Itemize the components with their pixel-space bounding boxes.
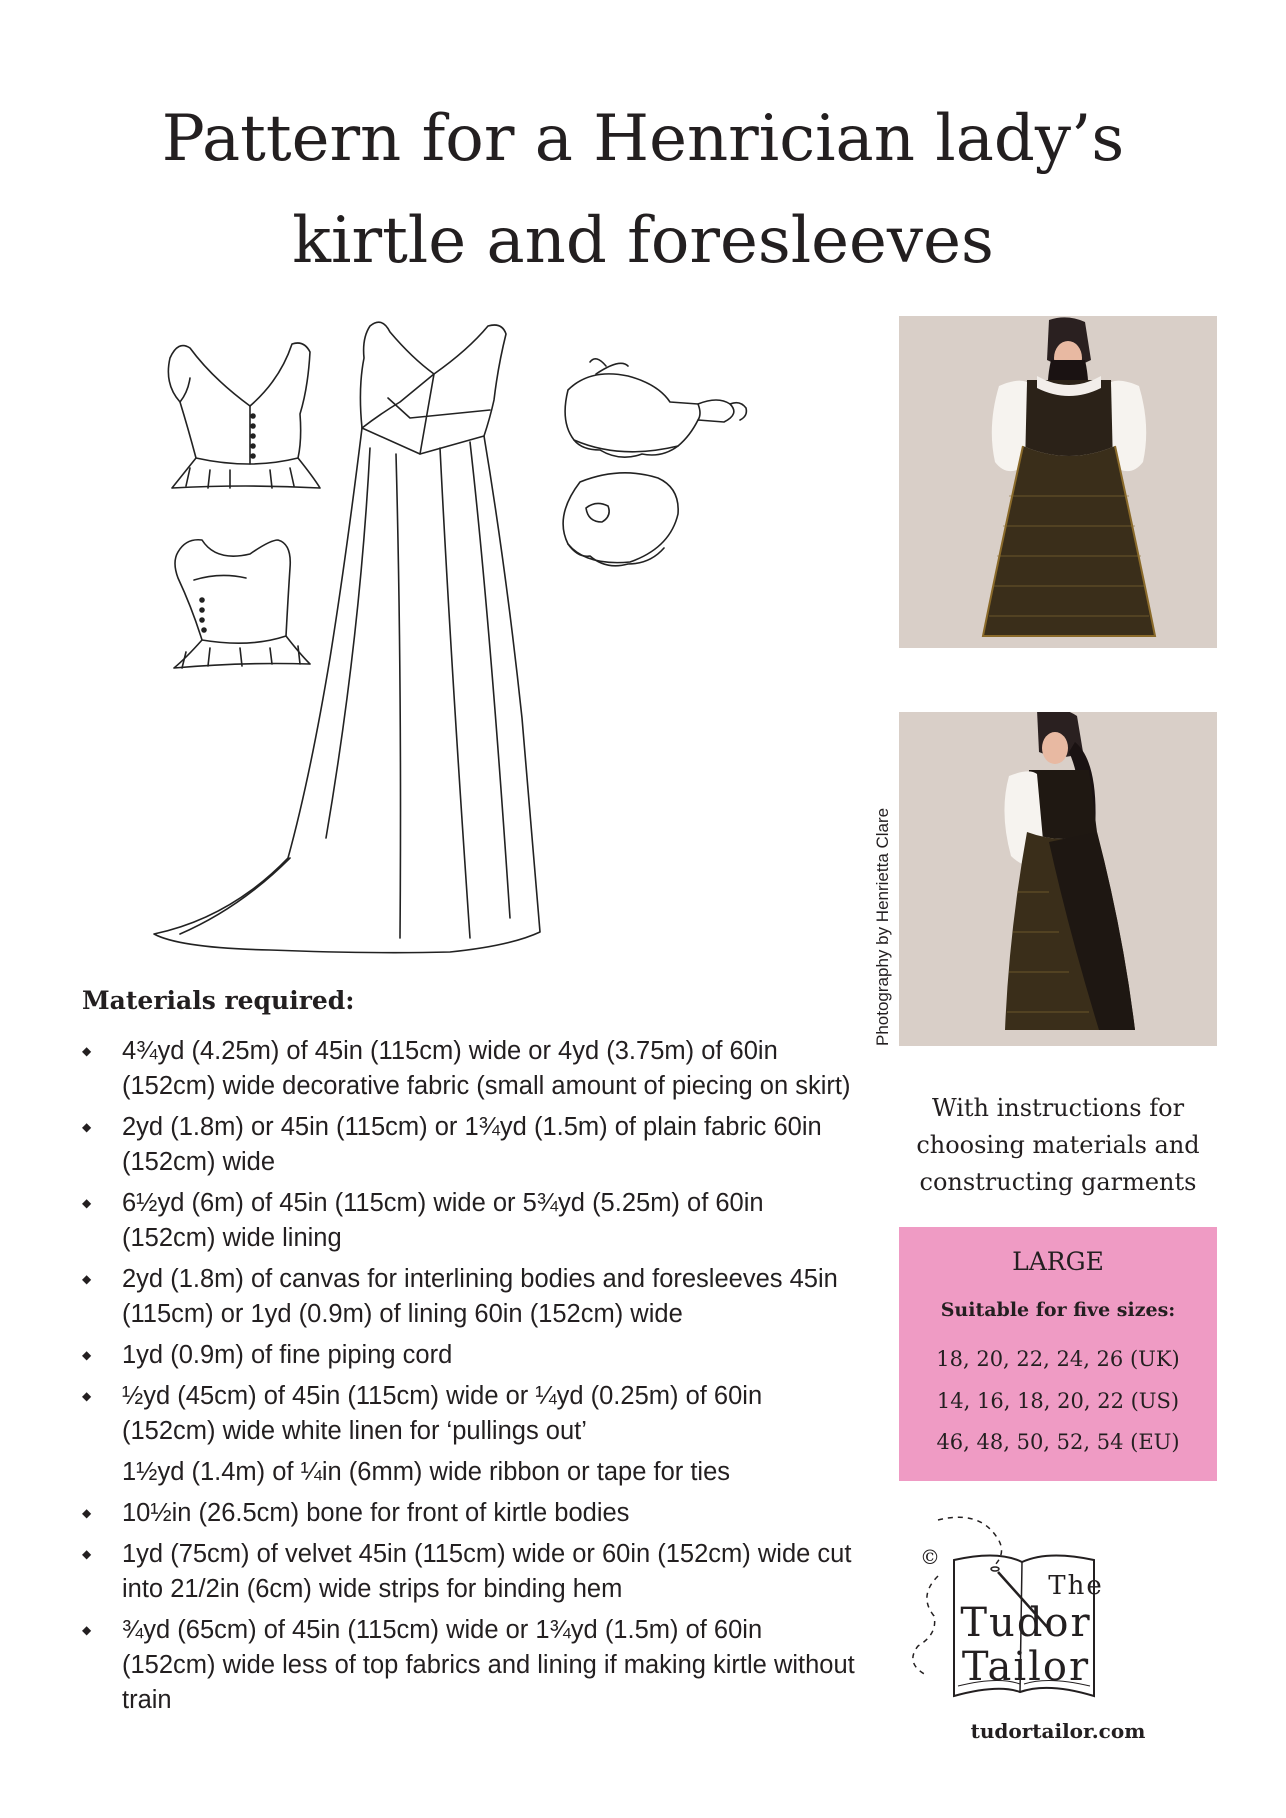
material-item: ◆ 1yd (75cm) of velvet 45in (115cm) wide or 60in (152cm) wide cut into 21/2in (6cm) wide strips for binding hem xyxy=(82,1537,862,1607)
material-item: ◆ 10½in (26.5cm) bone for front of kirtle bodies xyxy=(82,1496,862,1531)
page-title xyxy=(0,88,1286,292)
garment-illustration xyxy=(150,318,850,978)
copyright-symbol: © xyxy=(920,1545,940,1569)
materials-list xyxy=(82,1034,862,1724)
size-us: 14, 16, 18, 20, 22 (US) xyxy=(936,1389,1180,1413)
foresleeve-flat-drawing xyxy=(563,473,678,566)
title-line-1: Pattern for a Henrician lady’s xyxy=(161,102,1125,176)
material-item: ◆ 1yd (0.9m) of fine piping cord xyxy=(82,1338,862,1373)
material-item: ◆ ½yd (45cm) of 45in (115cm) wide or ¼yd (0.25m) of 60in (152cm) wide white linen for ‘pullings out’ xyxy=(82,1379,862,1449)
kirtle-drawing xyxy=(154,322,540,953)
title-line-2: kirtle and foresleeves xyxy=(292,204,994,278)
tudor-tailor-logo xyxy=(898,1516,1148,1706)
photo-front-view xyxy=(899,316,1217,648)
logo-the: The xyxy=(1048,1571,1104,1601)
size-uk: 18, 20, 22, 24, 26 (UK) xyxy=(936,1347,1180,1371)
material-item: ◆ 2yd (1.8m) of canvas for interlining bodies and foresleeves 45in (115cm) or 1yd (0.9m) of lining 60in (152cm) wide xyxy=(82,1262,862,1332)
size-eu: 46, 48, 50, 52, 54 (EU) xyxy=(936,1430,1180,1454)
bodies-back-drawing xyxy=(174,540,310,668)
size-title: LARGE xyxy=(1012,1247,1104,1276)
material-item: ◆ 4¾yd (4.25m) of 45in (115cm) wide or 4yd (3.75m) of 60in (152cm) wide decorative fabric (small amount of piecing on skirt) xyxy=(82,1034,862,1104)
instructions-line-2: choosing materials and xyxy=(916,1131,1200,1159)
logo-tudor: Tudor xyxy=(960,1600,1092,1646)
photo-credit: Photography by Henrietta Clare xyxy=(873,807,892,1046)
logo-tailor: Tailor xyxy=(961,1644,1091,1690)
material-item: ◆ 6½yd (6m) of 45in (115cm) wide or 5¾yd (5.25m) of 60in (152cm) wide lining xyxy=(82,1186,862,1256)
materials-heading: Materials required: xyxy=(82,986,355,1015)
instructions-line-3: constructing garments xyxy=(919,1168,1197,1196)
photo-side-view xyxy=(899,712,1217,1046)
size-box xyxy=(899,1227,1217,1481)
bodies-front-drawing xyxy=(168,343,320,488)
foresleeve-on-arm-drawing xyxy=(565,359,746,457)
material-item: ◆ 2yd (1.8m) or 45in (115cm) or 1¾yd (1.5m) of plain fabric 60in (152cm) wide xyxy=(82,1110,862,1180)
instructions-line-1: With instructions for xyxy=(931,1094,1185,1122)
website-url[interactable]: tudortailor.com xyxy=(970,1719,1146,1743)
instructions-note xyxy=(899,1090,1217,1201)
size-subtitle: Suitable for five sizes: xyxy=(940,1299,1176,1321)
material-item: 1½yd (1.4m) of ¼in (6mm) wide ribbon or tape for ties xyxy=(122,1458,731,1486)
material-item: ◆ ¾yd (65cm) of 45in (115cm) wide or 1¾yd (1.5m) of 60in (152cm) wide less of top fabrics and lining if making kirtle without train xyxy=(82,1613,862,1718)
